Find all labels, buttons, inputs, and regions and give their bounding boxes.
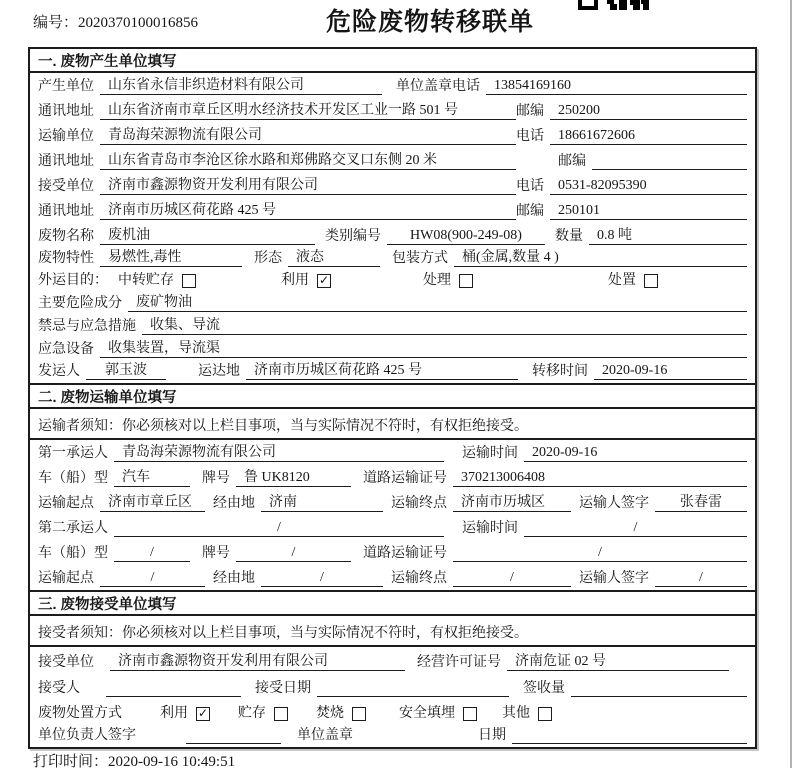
phone-value: 0531-82095390 — [550, 178, 747, 195]
package-value: 桶(金属,数量 4 ) — [454, 246, 747, 267]
emergency-equipment-row — [30, 338, 755, 361]
option-label: 其他 — [502, 706, 530, 721]
carrier-sign-label: 运输人签字 — [579, 571, 649, 586]
receive-date-value — [317, 696, 509, 697]
endpoint-value: 济南市历城区 — [453, 491, 571, 512]
phone-label: 电话 — [516, 179, 544, 194]
character-label: 废物特性 — [38, 251, 94, 266]
option-label: 焚烧 — [316, 706, 344, 721]
zip-label: 邮编 — [516, 104, 544, 119]
endpoint-label: 运输终点 — [391, 496, 447, 511]
via-value: 济南 — [261, 491, 383, 512]
zip-label: 邮编 — [516, 204, 544, 219]
option-label: 利用 — [160, 706, 188, 721]
date-value — [512, 743, 747, 744]
purpose-option-utilize — [281, 269, 331, 289]
form-value: 液态 — [288, 246, 380, 267]
accept-unit-label: 接受单位 — [38, 655, 94, 670]
plate-value: / — [236, 545, 351, 562]
notice-text: 运输者须知：你必须核对以上栏目事项，当与实际情况不符时，有权拒绝接受。 — [38, 418, 528, 434]
form-label: 形态 — [254, 251, 282, 266]
purpose-option-transfer-storage — [118, 269, 196, 289]
carrier-value: 青岛海荣源物流有限公司 — [114, 441, 444, 462]
zip-label: 邮编 — [558, 154, 586, 169]
disposal-option-incinerate — [316, 702, 366, 722]
option-label: 中转贮存 — [118, 273, 174, 288]
transport-unit-label: 运输单位 — [38, 129, 94, 144]
checkbox-unchecked-icon — [459, 274, 473, 288]
scan-page-edge — [790, 0, 792, 768]
origin-value: / — [100, 570, 205, 587]
road-permit-value: / — [453, 545, 747, 562]
disposal-option-storage — [238, 702, 288, 722]
address-label: 通讯地址 — [38, 154, 94, 169]
carrier-sign-value: / — [655, 570, 747, 587]
producer-address-row — [30, 98, 755, 123]
shipper-row — [30, 361, 755, 383]
waste-name-label: 废物名称 — [38, 229, 94, 244]
disposal-option-landfill — [399, 702, 477, 722]
hazard-value: 废矿物油 — [128, 291, 747, 312]
hazard-component-row — [30, 292, 755, 315]
zip-value: 250200 — [550, 103, 747, 120]
carrier-label: 第一承运人 — [38, 446, 108, 461]
receiver-address-row — [30, 198, 755, 223]
road-permit-label: 道路运输证号 — [363, 471, 447, 486]
road-permit-label: 道路运输证号 — [363, 546, 447, 561]
taboo-value: 收集、导流 — [142, 314, 747, 335]
checkbox-unchecked-icon — [538, 707, 552, 721]
via-label: 经由地 — [213, 496, 255, 511]
destination-label: 运达地 — [198, 364, 240, 379]
option-label: 利用 — [281, 273, 309, 288]
plate-value: 鲁 UK8120 — [236, 466, 351, 487]
zip-value — [592, 169, 747, 170]
vehicle-type-value: / — [114, 545, 190, 562]
zip-value: 250101 — [550, 203, 747, 220]
taboo-label: 禁忌与应急措施 — [38, 319, 136, 334]
plate-label: 牌号 — [202, 471, 230, 486]
serial-label: 编号： — [33, 15, 79, 31]
vehicle-row-2 — [30, 540, 755, 565]
option-label: 安全填埋 — [399, 706, 455, 721]
road-permit-value: 370213006408 — [453, 470, 747, 487]
checkbox-unchecked-icon — [644, 274, 658, 288]
vehicle-type-value: 汽车 — [114, 466, 190, 487]
produce-unit-label: 产生单位 — [38, 79, 94, 94]
origin-label: 运输起点 — [38, 571, 94, 586]
receive-unit-label: 接受单位 — [38, 179, 94, 194]
route-row-1 — [30, 490, 755, 515]
transporter-address-row — [30, 148, 755, 173]
transfer-time-label: 转移时间 — [532, 364, 588, 379]
equipment-label: 应急设备 — [38, 342, 94, 357]
address-value: 山东省青岛市李沧区徐水路和郑佛路交叉口东侧 20 米 — [100, 149, 516, 170]
shipper-value: 郭玉波 — [86, 359, 166, 380]
section3-notice — [30, 616, 755, 647]
transport-time-label: 运输时间 — [462, 521, 518, 536]
section2-header: 二. 废物运输单位填写 — [30, 383, 755, 409]
produce-unit-value: 山东省永信非织造材料有限公司 — [100, 74, 382, 95]
disposal-option-other — [502, 702, 552, 722]
address-value: 山东省济南市章丘区明水经济技术开发区工业一路 501 号 — [100, 99, 516, 120]
leader-sign-value — [186, 743, 281, 744]
carrier-label: 第二承运人 — [38, 521, 108, 536]
section3-header: 三. 废物接受单位填写 — [30, 590, 755, 616]
quantity-label: 数量 — [555, 229, 583, 244]
origin-label: 运输起点 — [38, 496, 94, 511]
receiver-row — [30, 674, 755, 700]
vehicle-row-1 — [30, 465, 755, 490]
receive-unit-row — [30, 173, 755, 198]
receiver-label: 接受人 — [38, 681, 80, 696]
endpoint-label: 运输终点 — [391, 571, 447, 586]
via-label: 经由地 — [213, 571, 255, 586]
transport-unit-value: 青岛海荣源物流有限公司 — [100, 124, 516, 145]
license-value: 济南危证 02 号 — [507, 650, 729, 671]
second-carrier-row — [30, 515, 755, 540]
transport-time-label: 运输时间 — [462, 446, 518, 461]
option-label: 处理 — [423, 273, 451, 288]
checkbox-checked-icon: ✓ — [197, 706, 209, 720]
leader-sign-row — [30, 725, 755, 747]
disposal-option-utilize — [160, 702, 210, 722]
section1-header: 一. 废物产生单位填写 — [30, 49, 755, 73]
quantity-value: 0.8 吨 — [589, 224, 747, 245]
vehicle-type-label: 车（船）型 — [38, 471, 108, 486]
via-value: / — [261, 570, 383, 587]
shipper-label: 发运人 — [38, 364, 80, 379]
unit-seal-label: 单位盖章 — [396, 79, 452, 94]
destination-value: 济南市历城区荷花路 425 号 — [246, 359, 518, 380]
license-label: 经营许可证号 — [417, 655, 501, 670]
signed-quantity-label: 签收量 — [523, 681, 565, 696]
accept-unit-row — [30, 647, 755, 674]
qr-code-icon — [577, 0, 649, 12]
endpoint-value: / — [453, 570, 571, 587]
manifest-form — [28, 47, 757, 749]
serial-value: 2020370100016856 — [78, 15, 199, 31]
carrier-sign-value: 张春雷 — [655, 491, 747, 512]
option-label: 贮存 — [238, 706, 266, 721]
waste-character-row — [30, 248, 755, 270]
checkbox-unchecked-icon — [274, 707, 288, 721]
notice-text: 接受者须知：你必须核对以上栏目事项，当与实际情况不符时，有权拒绝接受。 — [38, 625, 528, 641]
route-row-2 — [30, 565, 755, 590]
checkbox-unchecked-icon — [352, 707, 366, 721]
print-time-label: 打印时间： — [33, 754, 109, 770]
origin-value: 济南市章丘区 — [100, 491, 205, 512]
phone-label: 电话 — [516, 129, 544, 144]
address-label: 通讯地址 — [38, 204, 94, 219]
category-label: 类别编号 — [325, 229, 381, 244]
hazard-label: 主要危险成分 — [38, 296, 122, 311]
waste-name-row — [30, 223, 755, 248]
character-value: 易燃性,毒性 — [100, 246, 242, 267]
date-label: 日期 — [478, 728, 506, 743]
accept-unit-value: 济南市鑫源物资开发利用有限公司 — [110, 650, 405, 671]
first-carrier-row — [30, 440, 755, 465]
checkbox-unchecked-icon — [182, 274, 196, 288]
purpose-option-dispose — [608, 269, 658, 289]
transport-time-value: 2020-09-16 — [524, 445, 747, 462]
transport-unit-row — [30, 123, 755, 148]
category-value: HW08(900-249-08) — [387, 228, 545, 245]
purpose-option-treat — [423, 269, 473, 289]
unit-seal-label: 单位盖章 — [297, 728, 353, 743]
outbound-purpose-row — [30, 270, 755, 292]
transfer-time-value: 2020-09-16 — [594, 363, 747, 380]
taboo-measures-row — [30, 315, 755, 338]
leader-sign-label: 单位负责人签字 — [38, 728, 136, 743]
phone-label: 电话 — [452, 79, 480, 94]
address-label: 通讯地址 — [38, 104, 94, 119]
phone-value: 13854169160 — [486, 78, 747, 95]
transport-time-value: / — [524, 520, 747, 537]
plate-label: 牌号 — [202, 546, 230, 561]
checkbox-unchecked-icon — [463, 707, 477, 721]
waste-name-value: 废机油 — [100, 224, 315, 245]
option-label: 处置 — [608, 273, 636, 288]
address-value: 济南市历城区荷花路 425 号 — [100, 199, 516, 220]
equipment-value: 收集装置，导流渠 — [100, 337, 747, 358]
page-title: 危险废物转移联单 — [325, 8, 534, 36]
section2-notice — [30, 409, 755, 440]
receive-date-label: 接受日期 — [255, 681, 311, 696]
vehicle-type-label: 车（船）型 — [38, 546, 108, 561]
checkbox-checked-icon: ✓ — [318, 273, 330, 287]
disposal-label: 废物处置方式 — [38, 706, 122, 721]
serial-number-line — [33, 11, 198, 32]
disposal-method-row — [30, 700, 755, 725]
receive-unit-value: 济南市鑫源物资开发利用有限公司 — [100, 174, 516, 195]
purpose-label: 外运目的： — [38, 273, 108, 288]
phone-value: 18661672606 — [550, 128, 747, 145]
receiver-value — [106, 696, 241, 697]
produce-unit-row — [30, 73, 755, 98]
print-time-value: 2020-09-16 10:49:51 — [108, 754, 236, 770]
package-label: 包装方式 — [392, 251, 448, 266]
carrier-sign-label: 运输人签字 — [579, 496, 649, 511]
carrier-value: / — [114, 520, 444, 537]
signed-quantity-value — [571, 696, 747, 697]
